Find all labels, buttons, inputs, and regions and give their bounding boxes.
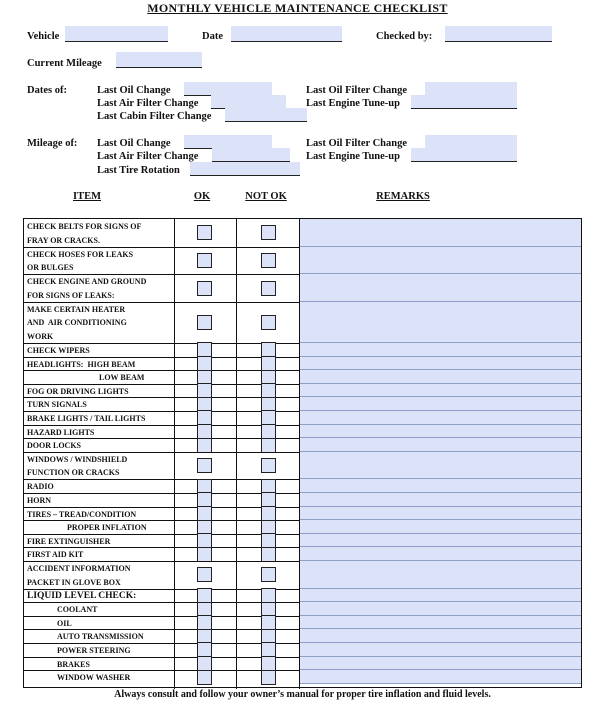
- ok-checkbox[interactable]: [197, 253, 212, 268]
- remarks-field[interactable]: [300, 493, 581, 507]
- remarks-field[interactable]: [300, 602, 581, 616]
- date-oil-filter-label: Last Oil Filter Change: [306, 85, 408, 96]
- checklist-item-label: CHECK BELTS FOR SIGNS OF FRAY OR CRACKS.: [27, 222, 142, 245]
- mileage-air-filter-field[interactable]: [212, 148, 290, 162]
- mileage-tune-up-label: Last Engine Tune-up: [306, 151, 400, 162]
- remarks-field[interactable]: [300, 561, 581, 589]
- row-divider: [24, 493, 299, 494]
- mileage-oil-change-field[interactable]: [184, 135, 272, 149]
- remarks-field[interactable]: [300, 411, 581, 425]
- checklist-item-label: CHECK HOSES FOR LEAKS OR BULGES: [27, 249, 134, 273]
- mileage-oil-change-label: Last Oil Change: [97, 138, 171, 149]
- remarks-field[interactable]: [300, 479, 581, 493]
- not-ok-checkbox[interactable]: [261, 438, 276, 453]
- row-divider: [24, 520, 299, 521]
- ok-checkbox[interactable]: [197, 438, 212, 453]
- remarks-field[interactable]: [300, 357, 581, 371]
- page-title: MONTHLY VEHICLE MAINTENANCE CHECKLIST: [147, 1, 448, 15]
- remarks-field[interactable]: [300, 643, 581, 657]
- remarks-field[interactable]: [300, 616, 581, 630]
- remarks-field[interactable]: [300, 670, 581, 684]
- mileage-tire-rotation-field[interactable]: [190, 162, 300, 176]
- date-cabin-filter-label: Last Cabin Filter Change: [97, 111, 212, 122]
- date-field[interactable]: [231, 26, 342, 42]
- date-oil-change-label: Last Oil Change: [97, 85, 171, 96]
- mileage-tune-up-field[interactable]: [411, 148, 517, 162]
- date-oil-filter-field[interactable]: [425, 82, 517, 96]
- remarks-field[interactable]: [300, 589, 581, 603]
- not-ok-checkbox[interactable]: [261, 253, 276, 268]
- ok-checkbox[interactable]: [197, 567, 212, 582]
- checklist-item-label: CHECK ENGINE AND GROUND FOR SIGNS OF LEAKS:: [27, 277, 147, 300]
- mileage-of-label: Mileage of:: [27, 138, 78, 149]
- remarks-field[interactable]: [300, 247, 581, 275]
- mileage-oil-filter-field[interactable]: [425, 135, 517, 149]
- not-ok-checkbox[interactable]: [261, 567, 276, 582]
- remarks-field[interactable]: [300, 657, 581, 671]
- checklist-item-label: FIRST AID KIT: [27, 550, 84, 560]
- checklist-item-label: COOLANT: [57, 605, 98, 615]
- remarks-field[interactable]: [300, 302, 581, 343]
- remarks-field[interactable]: [300, 425, 581, 439]
- remarks-field[interactable]: [300, 343, 581, 357]
- date-oil-change-field[interactable]: [184, 82, 272, 96]
- checklist-item-label: TURN SIGNALS: [27, 400, 87, 410]
- dates-of-label: Dates of:: [27, 85, 67, 96]
- remarks-field[interactable]: [300, 520, 581, 534]
- remarks-field[interactable]: [300, 219, 581, 247]
- checklist-item-label: DOOR LOCKS: [27, 441, 82, 451]
- ok-checkbox[interactable]: [197, 315, 212, 330]
- mileage-oil-filter-label: Last Oil Filter Change: [306, 138, 408, 149]
- column-divider: [174, 219, 175, 689]
- mileage-air-filter-label: Last Air Filter Change: [97, 151, 199, 162]
- ok-checkbox[interactable]: [197, 281, 212, 296]
- remarks-field[interactable]: [300, 534, 581, 548]
- checklist-item-label: ACCIDENT INFORMATION PACKET IN GLOVE BOX: [27, 564, 131, 587]
- footer-note: Always consult and follow your owner’s manual for proper tire inflation and fluid levels.: [114, 689, 491, 700]
- checklist-item-label: POWER STEERING: [57, 646, 131, 655]
- row-divider: [24, 370, 299, 371]
- checklist-item-label: PROPER INFLATION: [67, 523, 147, 533]
- remarks-field[interactable]: [300, 384, 581, 398]
- column-divider: [236, 219, 237, 689]
- ok-checkbox[interactable]: [197, 225, 212, 240]
- not-ok-checkbox[interactable]: [261, 281, 276, 296]
- remarks-field[interactable]: [300, 452, 581, 480]
- remarks-field[interactable]: [300, 507, 581, 521]
- checklist-item-label: LOW BEAM: [99, 373, 145, 383]
- checklist-item-label: RADIO: [27, 482, 54, 492]
- not-ok-checkbox[interactable]: [261, 670, 276, 685]
- checklist-item-label: WINDOW WASHER: [57, 673, 131, 683]
- checklist-item-label: HAZARD LIGHTS: [27, 427, 95, 437]
- checked-by-field[interactable]: [445, 26, 552, 42]
- checklist-item-label: MAKE CERTAIN HEATER AND AIR CONDITIONING WORK: [27, 304, 127, 341]
- date-cabin-filter-field[interactable]: [225, 108, 307, 122]
- not-ok-checkbox[interactable]: [261, 225, 276, 240]
- checklist-item-label: WINDOWS / WINDSHIELD FUNCTION OR CRACKS: [27, 454, 128, 478]
- remarks-field[interactable]: [300, 274, 581, 302]
- remarks-field[interactable]: [300, 370, 581, 384]
- column-not-ok-header: NOT OK: [245, 191, 287, 202]
- checklist-item-label: BRAKE LIGHTS / TAIL LIGHTS: [27, 414, 146, 423]
- current-mileage-label: Current Mileage: [27, 58, 102, 69]
- column-item-header: ITEM: [72, 191, 101, 202]
- mileage-tire-rotation-label: Last Tire Rotation: [97, 165, 180, 176]
- checklist-item-label: FOG OR DRIVING LIGHTS: [27, 386, 129, 396]
- checklist-item-label: BRAKES: [57, 659, 90, 669]
- checklist-item-label: OIL: [57, 618, 72, 628]
- vehicle-field[interactable]: [65, 26, 168, 42]
- ok-checkbox[interactable]: [197, 670, 212, 685]
- remarks-field[interactable]: [300, 629, 581, 643]
- date-tune-up-field[interactable]: [411, 95, 517, 109]
- row-divider: [24, 479, 299, 480]
- date-label: Date: [202, 31, 223, 42]
- checklist-item-label: FIRE EXTINGUISHER: [27, 536, 111, 546]
- checklist-item-label: LIQUID LEVEL CHECK:: [27, 590, 137, 601]
- ok-checkbox[interactable]: [197, 547, 212, 562]
- date-air-filter-field[interactable]: [211, 95, 286, 109]
- remarks-field[interactable]: [300, 397, 581, 411]
- remarks-field[interactable]: [300, 438, 581, 452]
- checklist-table: [23, 218, 582, 688]
- column-ok-header: OK: [193, 191, 211, 202]
- remarks-field[interactable]: [300, 547, 581, 561]
- ok-checkbox[interactable]: [197, 458, 212, 473]
- date-air-filter-label: Last Air Filter Change: [97, 98, 199, 109]
- checklist-item-label: HEADLIGHTS: HIGH BEAM: [27, 359, 136, 369]
- checklist-item-label: CHECK WIPERS: [27, 346, 90, 355]
- checklist-item-label: TIRES – TREAD/CONDITION: [27, 509, 137, 519]
- vehicle-label: Vehicle: [27, 31, 60, 42]
- not-ok-checkbox[interactable]: [261, 547, 276, 562]
- checklist-item-label: AUTO TRANSMISSION: [57, 632, 144, 642]
- current-mileage-field[interactable]: [116, 52, 202, 68]
- not-ok-checkbox[interactable]: [261, 458, 276, 473]
- date-tune-up-label: Last Engine Tune-up: [306, 98, 400, 109]
- checked-by-label: Checked by:: [376, 31, 433, 42]
- checklist-item-label: HORN: [27, 496, 51, 505]
- not-ok-checkbox[interactable]: [261, 315, 276, 330]
- column-remarks-header: REMARKS: [376, 191, 430, 202]
